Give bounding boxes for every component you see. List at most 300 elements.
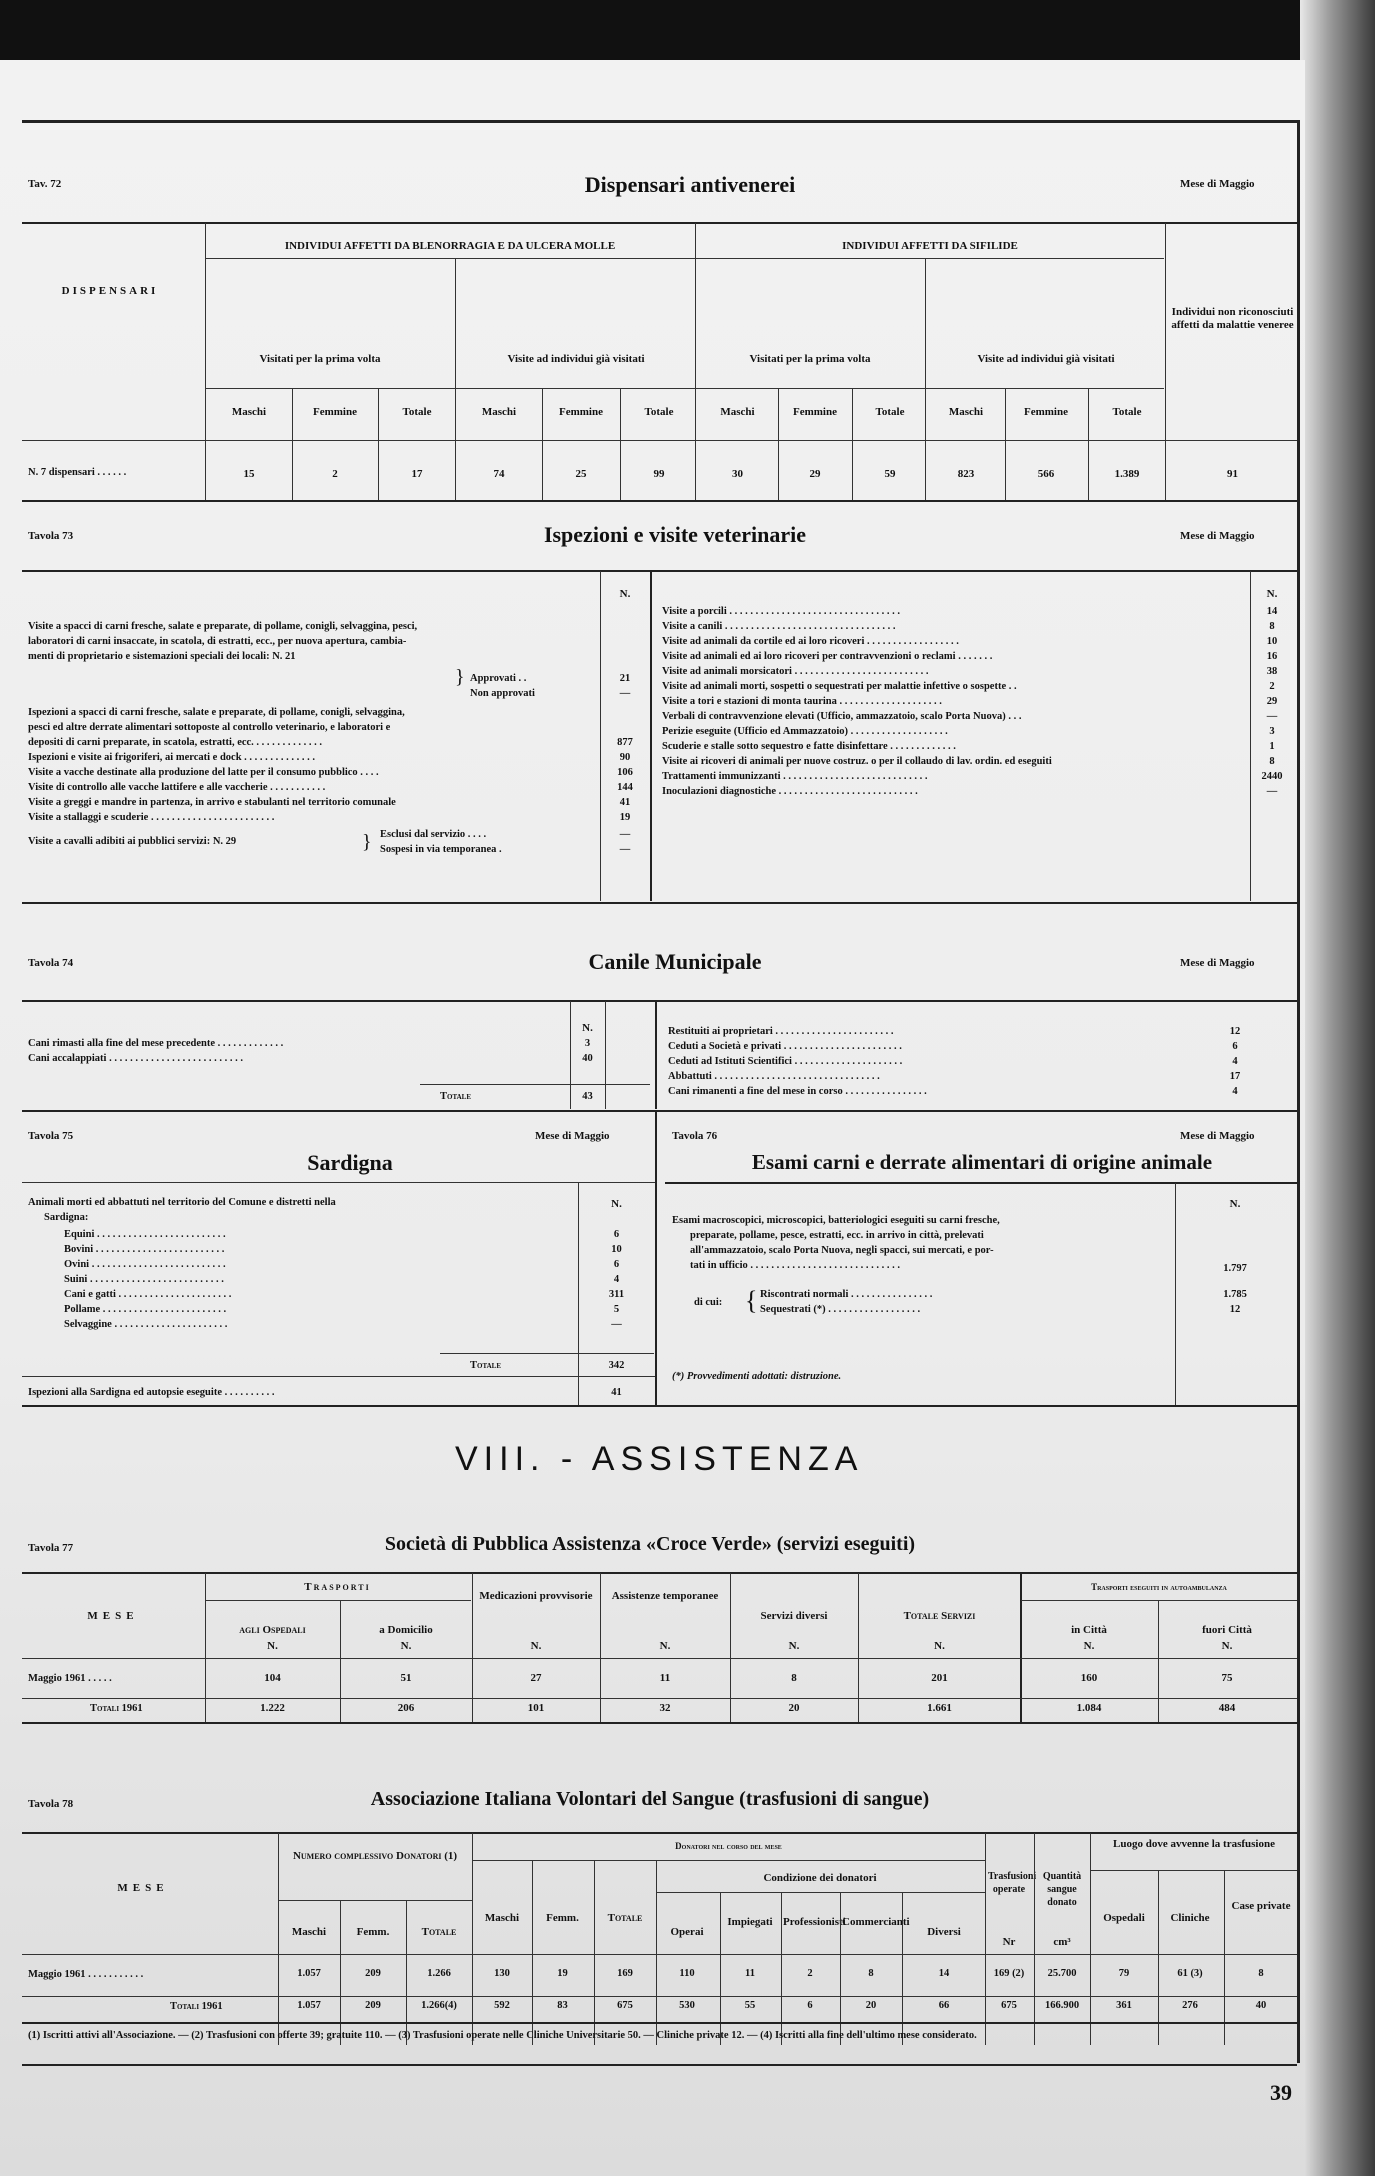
rule [22, 1405, 1297, 1407]
rule [1224, 1871, 1225, 2045]
column-header: Maschi [484, 1912, 520, 1924]
column-header: Femmine [559, 406, 603, 418]
column-header: Visitati per la prima volta [259, 353, 381, 365]
data-cell: 530 [679, 2000, 695, 2011]
data-cell: 675 [1001, 2000, 1017, 2011]
row-label: Verbali di contravvenzione elevati (Ufficio, ammazzatoio, scalo Porta Nuova) . . . [662, 711, 1022, 722]
column-header: Totale [421, 1926, 457, 1938]
column-header: Commercianti [842, 1916, 910, 1928]
scan-border-right [1300, 0, 1375, 2176]
row-label: Visite a stallaggi e scuderie . . . . . . . . . . . . . . . . . . . . . . . . [28, 812, 275, 823]
rule [1091, 1870, 1297, 1871]
column-header: fuori Città [1202, 1624, 1252, 1636]
row-label: Visite a cavalli adibiti ai pubblici servizi: N. 29 [28, 836, 237, 847]
row-label: Bovini . . . . . . . . . . . . . . . . . . . . . . . . . [64, 1244, 225, 1255]
row-label: Visite a greggi e mandre in partenza, in arrivo e stabulanti nel territorio comunale [28, 797, 396, 808]
rule [1158, 1871, 1159, 2045]
row-label: Non approvati [470, 688, 535, 699]
row-value: 311 [608, 1289, 625, 1300]
di-cui-label: di cui: [694, 1297, 723, 1308]
column-header: N. [611, 1198, 622, 1210]
data-cell: 130 [494, 1968, 510, 1979]
data-cell: 166.900 [1044, 2000, 1080, 2011]
data-cell: 20 [788, 1702, 800, 1714]
row-label: Approvati . . [470, 673, 527, 684]
row-label: pesci ed altre derrate alimentari sottoposte al controllo veterinario, e laboratori e [28, 722, 391, 733]
column-header: Totale [875, 406, 905, 418]
rule [1005, 389, 1006, 500]
row-value: 2440 [1261, 771, 1283, 782]
footnote: (1) Iscritti attivi all'Associazione. — (2) Trasfusioni con offerte 39; gratuite 110. — (3) Trasfusioni operate nelle Cliniche Universitarie 50. — Cliniche private 12. — (4) Iscritti alla fine dell'ultimo mese considerato. [28, 2030, 977, 2041]
row-value: 21 [619, 673, 631, 684]
column-header: Femm. [546, 1912, 579, 1924]
rule [420, 1084, 650, 1085]
column-group-header: Trasporti eseguiti in autoambulanza [1091, 1582, 1227, 1592]
column-header: Maschi [948, 406, 984, 418]
rule [22, 1000, 1297, 1002]
rule [278, 1833, 279, 2045]
row-value: — [619, 829, 631, 840]
rule [22, 1182, 655, 1183]
rule [605, 1001, 606, 1109]
row-value: 5 [613, 1304, 620, 1315]
data-cell: 8 [1258, 1968, 1264, 1979]
rule [22, 2064, 1297, 2066]
column-header: Femmine [313, 406, 357, 418]
row-label: Cani e gatti . . . . . . . . . . . . . . . . . . . . . . [64, 1289, 232, 1300]
row-value: — [611, 1319, 622, 1330]
column-header: agli Ospedali [239, 1624, 306, 1636]
rule [340, 1601, 341, 1723]
rule [1250, 571, 1251, 901]
data-cell: 169 (2) [993, 1968, 1025, 1979]
rule [656, 1861, 657, 2045]
rule [22, 500, 1297, 502]
row-label: Selvaggine . . . . . . . . . . . . . . . . . . . . . . [64, 1319, 228, 1330]
rule [22, 222, 1297, 224]
data-cell: 79 [1118, 1968, 1130, 1979]
column-header: Maschi [720, 406, 755, 418]
data-cell: 17 [411, 468, 423, 480]
table-title: Sardigna [307, 1150, 393, 1175]
data-cell: 59 [884, 468, 896, 480]
row-value: 29 [1266, 696, 1278, 707]
data-cell: 99 [653, 468, 665, 480]
row-value: — [619, 688, 631, 699]
row-value: 144 [617, 782, 633, 793]
table-number: Tavola 73 [28, 530, 74, 542]
data-cell: 25.700 [1047, 1968, 1077, 1979]
row-value: 14 [1266, 606, 1278, 617]
rule [594, 1861, 595, 2045]
rule [1020, 1573, 1022, 1723]
row-value: — [619, 844, 631, 855]
column-header: Numero complessivo Donatori (1) [292, 1850, 458, 1862]
rule [22, 1722, 1297, 1724]
table-month: Mese di Maggio [1180, 957, 1255, 969]
row-value: 6 [613, 1259, 620, 1270]
column-header: N. [582, 1022, 593, 1034]
table-number: Tavola 78 [28, 1798, 74, 1810]
row-label: depositi di carni preparate, in scatola, estratti, ecc. . . . . . . . . . . . . . [28, 737, 323, 748]
section-heading: VIII. - ASSISTENZA [455, 1440, 864, 1478]
data-cell: 83 [557, 2000, 568, 2011]
data-cell: 1.266(4) [421, 2000, 457, 2011]
row-label: Visite a vacche destinate alla produzione del latte per il consumo pubblico . . . . [28, 767, 379, 778]
row-value: 1.785 [1223, 1289, 1247, 1300]
brace: } [362, 831, 372, 853]
table-title: Associazione Italiana Volontari del Sangue (trasfusioni di sangue) [370, 1788, 930, 1810]
document-page [0, 60, 1305, 2176]
column-header: N. [1229, 1198, 1241, 1210]
row-label: Ispezioni e visite ai frigoriferi, ai mercati e dock . . . . . . . . . . . . . . [28, 752, 316, 763]
data-cell: 25 [575, 468, 587, 480]
row-value: 106 [617, 767, 633, 778]
unit-label: N. [530, 1640, 542, 1652]
unit-label: cm³ [1053, 1936, 1071, 1948]
brace: } [455, 666, 465, 688]
rule [532, 1861, 533, 2045]
data-cell: 1.084 [1076, 1702, 1102, 1714]
column-header: Visite ad individui già visitati [977, 353, 1115, 365]
data-cell: 51 [400, 1672, 412, 1684]
data-cell: 55 [744, 2000, 756, 2011]
column-header: Totale [644, 406, 674, 418]
row-label: Riscontrati normali . . . . . . . . . . . . . . . . [760, 1289, 933, 1300]
table-title: Canile Municipale [588, 949, 762, 974]
rule [472, 1573, 473, 1723]
column-header: Ospedali [1103, 1912, 1145, 1924]
column-header: Professionisti [783, 1916, 846, 1928]
rule [655, 1001, 657, 1109]
rule [455, 259, 456, 500]
table-title: Ispezioni e visite veterinarie [543, 522, 807, 547]
row-value: 38 [1266, 666, 1278, 677]
rule [472, 1833, 473, 2045]
rule [578, 1183, 579, 1405]
rule [205, 223, 206, 500]
row-label: Pollame . . . . . . . . . . . . . . . . . . . . . . . . [64, 1304, 227, 1315]
data-cell: 19 [557, 1968, 568, 1979]
column-header: Femmine [1024, 406, 1068, 418]
rule [206, 258, 1164, 259]
rule [22, 1832, 1297, 1834]
column-header: Cliniche [1170, 1912, 1210, 1924]
row-label: Inoculazioni diagnostiche . . . . . . . . . . . . . . . . . . . . . . . . . . . [662, 786, 918, 797]
row-value: 1 [1269, 741, 1275, 752]
rule [600, 1573, 601, 1723]
column-header: N. [619, 588, 631, 600]
rule [378, 389, 379, 500]
data-cell: 823 [957, 468, 975, 480]
row-value: 1.797 [1223, 1263, 1247, 1274]
data-cell: 8 [791, 1672, 797, 1684]
rule [22, 570, 1297, 572]
row-label: Visite ad animali morsicatori . . . . . . . . . . . . . . . . . . . . . . . . . . [662, 666, 929, 677]
rule [656, 1892, 985, 1893]
total-label: Totale [440, 1091, 471, 1102]
row-label: Totali 1961 [170, 2001, 223, 2012]
column-group-header: Trasporti [304, 1581, 371, 1593]
rule [292, 389, 293, 500]
data-cell: 101 [527, 1702, 545, 1714]
row-label: Visite a spacci di carni fresche, salate e preparate, di pollame, conigli, selvaggina, pesci, [28, 621, 418, 632]
rule [22, 1698, 1297, 1699]
rule [778, 389, 779, 500]
column-header: Individui non riconosciuti affetti da malattie veneree [1171, 306, 1294, 331]
rule [22, 1996, 1297, 1997]
column-group-header: Donatori nel corso del mese [675, 1841, 782, 1851]
data-cell: 74 [493, 468, 505, 480]
data-cell: 209 [365, 1968, 381, 1979]
row-label: Cani rimasti alla fine del mese precedente . . . . . . . . . . . . . [28, 1038, 284, 1049]
unit-label: N. [400, 1640, 412, 1652]
rule [1021, 1600, 1297, 1601]
row-label: Maggio 1961 . . . . . [28, 1673, 112, 1684]
rule [1175, 1183, 1176, 1405]
data-cell: 8 [868, 1968, 874, 1979]
data-cell: 361 [1116, 2000, 1132, 2011]
row-label: Abbattuti . . . . . . . . . . . . . . . . . . . . . . . . . . . . . . . . [668, 1071, 880, 1082]
row-label: Visite a porcili . . . . . . . . . . . . . . . . . . . . . . . . . . . . . . . . . [662, 606, 900, 617]
rule [1158, 1601, 1159, 1723]
rule [858, 1573, 859, 1723]
rule [22, 1954, 1297, 1955]
intro-text: Sardigna: [44, 1212, 89, 1223]
column-header: Impiegati [727, 1916, 773, 1928]
column-header: DISPENSARI [61, 285, 159, 297]
row-label: Totali 1961 [90, 1703, 143, 1714]
rule [205, 1573, 206, 1723]
column-header: Maschi [481, 406, 517, 418]
rule [655, 1112, 657, 1405]
row-label: Sequestrati (*) . . . . . . . . . . . . . . . . . . [760, 1304, 921, 1315]
column-header: Trasfusioni operate [988, 1871, 1037, 1895]
rule [1034, 1833, 1035, 2045]
row-value: 19 [619, 812, 631, 823]
row-label: N. 7 dispensari . . . . . . [28, 467, 127, 478]
row-label: Ispezioni alla Sardigna ed autopsie eseguite . . . . . . . . . . [28, 1387, 275, 1398]
column-header: Totale [402, 406, 432, 418]
row-value: — [1266, 711, 1278, 722]
column-header: a Domicilio [379, 1624, 433, 1636]
column-header: N. [1266, 588, 1278, 600]
column-header: Totale [607, 1912, 643, 1924]
column-group-header: INDIVIDUI AFFETTI DA SIFILIDE [842, 240, 1018, 252]
row-label: Suini . . . . . . . . . . . . . . . . . . . . . . . . . . [64, 1274, 224, 1285]
data-cell: 1.057 [297, 1968, 321, 1979]
row-label: Trattamenti immunizzanti . . . . . . . . . . . . . . . . . . . . . . . . . . . . [662, 771, 928, 782]
body-text: preparate, pollame, pesce, estratti, ecc. in arrivo in città, prelevati [690, 1230, 984, 1241]
body-text: Esami macroscopici, microscopici, batteriologici eseguiti su carni fresche, [672, 1215, 1000, 1226]
row-value: 4 [1232, 1086, 1238, 1097]
column-header: Visitati per la prima volta [749, 353, 871, 365]
rule [730, 1573, 731, 1723]
table-number: Tavola 77 [28, 1542, 74, 1554]
data-cell: 27 [530, 1672, 542, 1684]
data-cell: 1.266 [427, 1968, 451, 1979]
table-number: Tavola 75 [28, 1130, 74, 1142]
unit-label: N. [1083, 1640, 1095, 1652]
row-label: Sospesi in via temporanea . [380, 844, 502, 855]
column-group-header: Condizione dei donatori [763, 1872, 877, 1884]
table-month: Mese di Maggio [1180, 1130, 1255, 1142]
data-cell: 592 [494, 2000, 510, 2011]
rule [206, 388, 1164, 389]
rule [22, 1658, 1297, 1659]
rule [279, 1900, 472, 1901]
data-cell: 169 [617, 1968, 633, 1979]
row-label: Visite ad animali morti, sospetti o sequestrati per malattie infettive o sospette . . [662, 681, 1017, 692]
row-value: 3 [584, 1038, 591, 1049]
rule [650, 571, 652, 901]
table-title: Dispensari antivenerei [584, 172, 796, 197]
row-label: Scuderie e stalle sotto sequestro e fatte disinfettare . . . . . . . . . . . . . [662, 741, 956, 752]
data-cell: 1.222 [260, 1702, 285, 1714]
data-cell: 201 [931, 1672, 948, 1684]
rule [473, 1860, 985, 1861]
data-cell: 484 [1218, 1702, 1236, 1714]
column-header: Case private [1231, 1900, 1291, 1912]
row-label: Ispezioni a spacci di carni fresche, salate e preparate, di pollame, conigli, selvaggina, [28, 707, 405, 718]
row-label: Ceduti a Società e privati . . . . . . . . . . . . . . . . . . . . . . . [668, 1041, 902, 1052]
row-label: Visite a canili . . . . . . . . . . . . . . . . . . . . . . . . . . . . . . . . . [662, 621, 896, 632]
column-header: MESE [87, 1610, 139, 1622]
rule [985, 1833, 986, 2045]
data-cell: 29 [809, 468, 821, 480]
data-cell: 66 [938, 2000, 950, 2011]
data-cell: 675 [617, 2000, 633, 2011]
rule [665, 1182, 1297, 1184]
row-value: 41 [611, 1387, 622, 1398]
data-cell: 32 [659, 1702, 671, 1714]
row-label: Cani rimanenti a fine del mese in corso . . . . . . . . . . . . . . . . [668, 1086, 927, 1097]
data-cell: 209 [365, 2000, 381, 2011]
data-cell: 14 [938, 1968, 950, 1979]
rule [22, 1110, 1297, 1112]
data-cell: 61 (3) [1177, 1968, 1203, 1979]
rule [22, 440, 1297, 441]
column-header: Maschi [291, 1926, 327, 1938]
column-header: Operai [670, 1926, 704, 1938]
column-header: Maschi [231, 406, 267, 418]
rule [440, 1353, 654, 1354]
data-cell: 6 [807, 2000, 813, 2011]
row-label: Visite a tori e stazioni di monta taurina . . . . . . . . . . . . . . . . . . . . [662, 696, 942, 707]
data-cell: 160 [1080, 1672, 1098, 1684]
row-value: 6 [1232, 1041, 1238, 1052]
column-header: MESE [117, 1882, 169, 1894]
data-cell: 11 [745, 1968, 755, 1979]
unit-label: N. [267, 1640, 278, 1652]
unit-label: Nr [1002, 1936, 1016, 1948]
unit-label: N. [659, 1640, 671, 1652]
total-value: 43 [582, 1091, 593, 1102]
data-cell: 20 [865, 2000, 877, 2011]
rule [600, 571, 601, 901]
column-header: Femm. [356, 1926, 390, 1938]
row-label: Ceduti ad Istituti Scientifici . . . . . . . . . . . . . . . . . . . . . [668, 1056, 903, 1067]
row-value: 16 [1266, 651, 1278, 662]
body-text: all'ammazzatoio, scalo Porta Nuova, negli spacci, sui mercati, e por- [690, 1245, 994, 1256]
data-cell: 206 [397, 1702, 415, 1714]
data-cell: 1.389 [1114, 468, 1140, 480]
column-header: Totale [1112, 406, 1142, 418]
column-group-header: INDIVIDUI AFFETTI DA BLENORRAGIA E DA ULCERA MOLLE [284, 240, 616, 252]
row-label: menti di proprietario e sistemazioni speciali dei locali: N. 21 [28, 651, 296, 662]
data-cell: 566 [1037, 468, 1055, 480]
row-value: 3 [1269, 726, 1275, 737]
table-title: Esami carni e derrate alimentari di origine animale [751, 1150, 1213, 1174]
rule [1165, 223, 1166, 500]
row-label: Esclusi dal servizio . . . . [380, 829, 487, 840]
data-cell: 2 [807, 1968, 813, 1979]
rule [1088, 389, 1089, 500]
rule [206, 1600, 471, 1601]
table-month: Mese di Maggio [1180, 530, 1255, 542]
unit-label: N. [788, 1640, 800, 1652]
data-cell: 1.057 [297, 2000, 321, 2011]
row-value: 877 [617, 737, 633, 748]
total-label: Totale [470, 1360, 501, 1371]
row-value: 40 [582, 1053, 593, 1064]
row-label: Visite ai ricoveri di animali per nuove costruz. o per il collaudo di lav. ordin. ed eseguiti [662, 756, 1052, 767]
column-header: in Città [1071, 1624, 1107, 1636]
row-label: Visite ad animali da cortile ed ai loro ricoveri . . . . . . . . . . . . . . . . . . [662, 636, 959, 647]
row-label: laboratori di carni insaccate, in scatola, di estratti, ecc., per nuova apertura, cambia- [28, 636, 407, 647]
table-month: Mese di Maggio [1180, 178, 1255, 190]
unit-label: N. [934, 1640, 945, 1652]
row-value: 12 [1229, 1026, 1241, 1037]
column-header: Diversi [927, 1926, 961, 1938]
row-value: 4 [1232, 1056, 1238, 1067]
row-value: 10 [1266, 636, 1278, 647]
data-cell: 15 [243, 468, 255, 480]
data-cell: 11 [659, 1672, 671, 1684]
row-value: 17 [1229, 1071, 1241, 1082]
row-label: Maggio 1961 . . . . . . . . . . . [28, 1969, 144, 1980]
unit-label: N. [1221, 1640, 1233, 1652]
row-value: 90 [619, 752, 631, 763]
rule [852, 389, 853, 500]
rule [1090, 1833, 1091, 2045]
table-number: Tavola 74 [28, 957, 74, 969]
row-value: 4 [613, 1274, 620, 1285]
total-value: 342 [608, 1360, 625, 1371]
rule [22, 1376, 655, 1377]
column-header: Visite ad individui già visitati [507, 353, 645, 365]
data-cell: 276 [1182, 2000, 1198, 2011]
rule [925, 259, 926, 500]
row-value: 6 [613, 1229, 620, 1240]
data-cell: 110 [679, 1968, 695, 1979]
row-value: 41 [619, 797, 631, 808]
data-cell: 2 [332, 468, 338, 480]
rule [22, 2022, 1297, 2024]
table-number: Tav. 72 [28, 178, 62, 190]
row-value: 8 [1269, 621, 1275, 632]
row-value: 12 [1229, 1304, 1241, 1315]
column-header: Quantità sangue donato [1042, 1871, 1082, 1908]
column-header: Totale Servizi [903, 1610, 976, 1622]
row-value: 10 [611, 1244, 622, 1255]
data-cell: 91 [1227, 468, 1238, 480]
footnote: (*) Provvedimenti adottati: distruzione. [672, 1371, 842, 1382]
column-header: Assistenze temporanee [611, 1590, 719, 1602]
row-label: Restituiti ai proprietari . . . . . . . . . . . . . . . . . . . . . . . [668, 1026, 894, 1037]
column-header: Medicazioni provvisorie [479, 1590, 593, 1602]
row-label: Visite ad animali ed ai loro ricoveri per contravvenzioni o reclami . . . . . . . [662, 651, 993, 662]
